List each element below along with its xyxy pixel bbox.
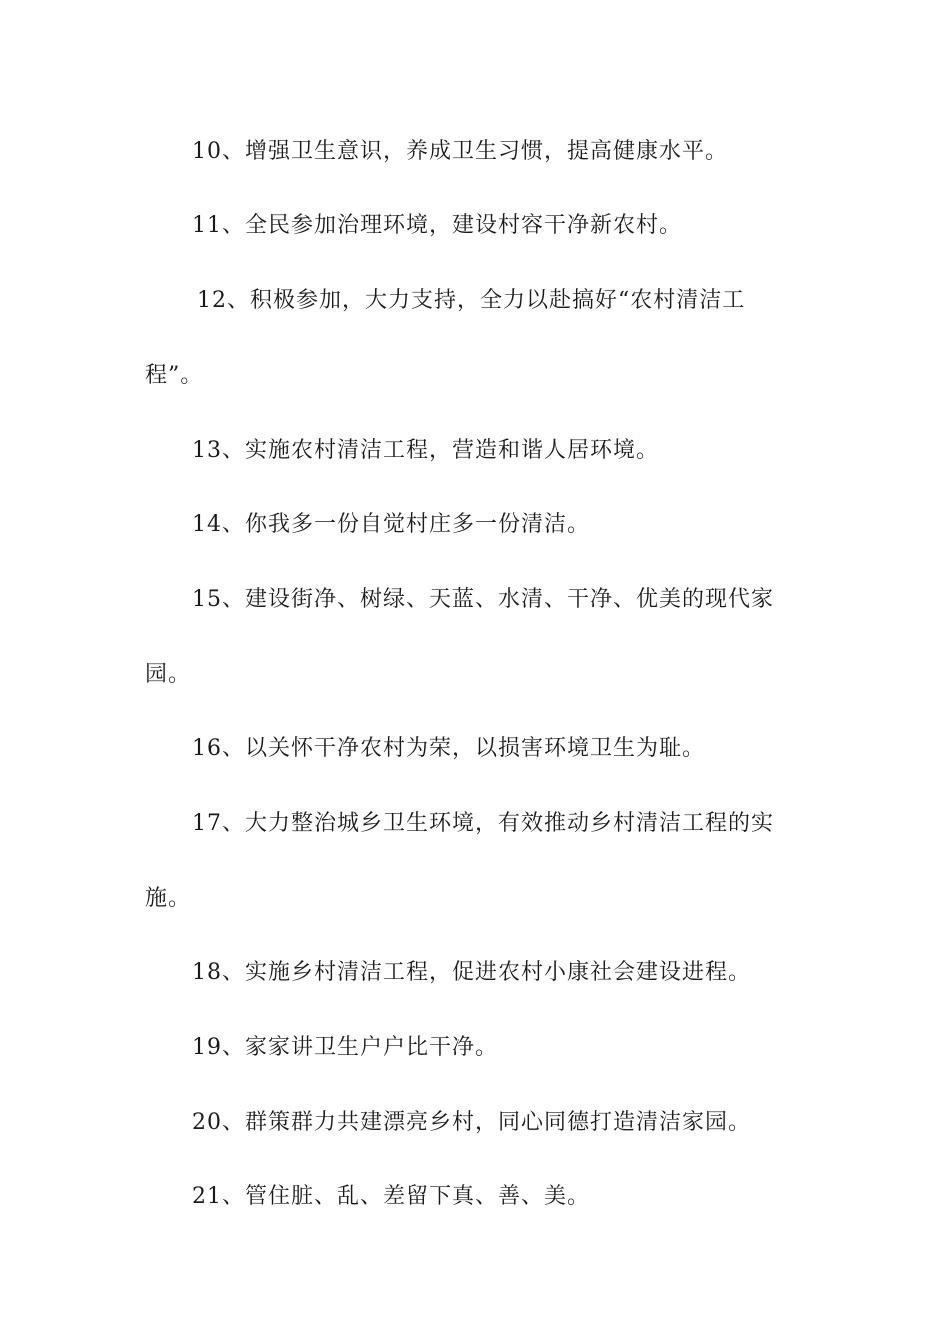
paragraph-15-line-2: 园。 <box>145 662 192 687</box>
paragraph-14: 14、你我多一份自觉村庄多一份清洁。 <box>192 512 590 537</box>
paragraph-21: 21、管住脏、乱、差留下真、善、美。 <box>192 1184 590 1209</box>
paragraph-12-line-1: 12、积极参加，大力支持，全力以赴搞好“农村清洁工 <box>197 288 746 313</box>
paragraph-12-line-2: 程”。 <box>145 363 204 388</box>
paragraph-20: 20、群策群力共建漂亮乡村，同心同德打造清洁家园。 <box>192 1110 751 1135</box>
paragraph-17-line-2: 施。 <box>145 886 192 911</box>
paragraph-11: 11、全民参加治理环境，建设村容干净新农村。 <box>192 213 682 238</box>
paragraph-16: 16、以关怀干净农村为荣，以损害环境卫生为耻。 <box>192 736 705 761</box>
paragraph-17-line-1: 17、大力整治城乡卫生环境，有效推动乡村清洁工程的实 <box>192 811 774 836</box>
paragraph-19: 19、家家讲卫生户户比干净。 <box>192 1035 498 1060</box>
paragraph-10: 10、增强卫生意识，养成卫生习惯，提高健康水平。 <box>192 139 728 164</box>
paragraph-18: 18、实施乡村清洁工程，促进农村小康社会建设进程。 <box>192 960 751 985</box>
paragraph-13: 13、实施农村清洁工程，营造和谐人居环境。 <box>192 438 659 463</box>
paragraph-15-line-1: 15、建设街净、树绿、天蓝、水清、干净、优美的现代家 <box>192 587 774 612</box>
